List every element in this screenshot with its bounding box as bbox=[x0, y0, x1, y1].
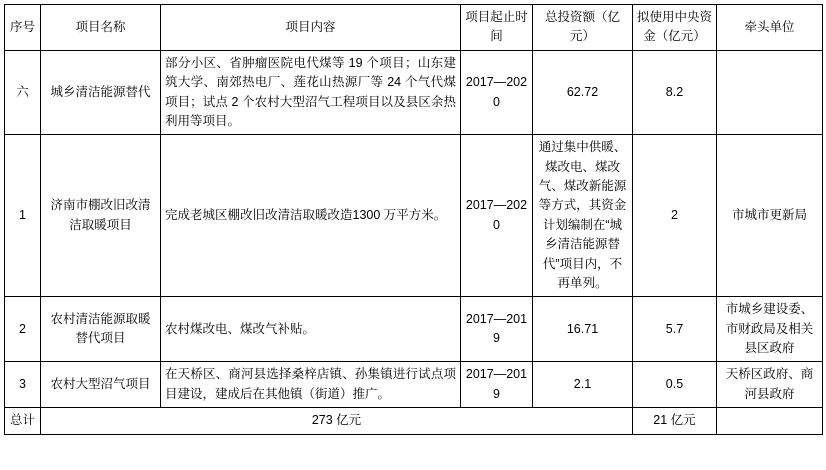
header-project-content: 项目内容 bbox=[161, 5, 461, 51]
cell-project-content: 在天桥区、商河县选择桑梓店镇、孙集镇进行试点项目建设，建成后在其他镇（街道）推广。 bbox=[161, 362, 461, 408]
cell-project-name: 农村清洁能源取暖替代项目 bbox=[41, 297, 161, 362]
table-row bbox=[5, 362, 823, 408]
header-project-name: 项目名称 bbox=[41, 5, 161, 51]
header-lead-unit: 牵头单位 bbox=[717, 5, 823, 51]
cell-project-name: 城乡清洁能源替代 bbox=[41, 50, 161, 135]
cell-lead-unit: 天桥区政府、商河县政府 bbox=[717, 362, 823, 408]
cell-seq: 3 bbox=[5, 362, 41, 408]
table-row bbox=[5, 297, 823, 362]
footer-total-central-fund: 21 亿元 bbox=[633, 408, 717, 434]
cell-lead-unit: 市城市更新局 bbox=[717, 135, 823, 297]
cell-seq: 2 bbox=[5, 297, 41, 362]
header-central-fund: 拟使用中央资金（亿元） bbox=[633, 5, 717, 51]
cell-central-fund: 8.2 bbox=[633, 50, 717, 135]
table-body bbox=[5, 50, 823, 434]
cell-total-investment: 2.1 bbox=[533, 362, 633, 408]
cell-period: 2017—2019 bbox=[461, 297, 533, 362]
cell-period: 2017—2019 bbox=[461, 362, 533, 408]
cell-project-content: 部分小区、省肿瘤医院电代煤等 19 个项目；山东建筑大学、南郊热电厂、莲花山热源厂等 24 个气代煤项目；试点 2 个农村大型沼气工程项目以及县区余热利用等项目。 bbox=[161, 50, 461, 135]
header-seq: 序号 bbox=[5, 5, 41, 51]
cell-total-investment: 16.71 bbox=[533, 297, 633, 362]
cell-central-fund: 2 bbox=[633, 135, 717, 297]
footer-total-investment: 273 亿元 bbox=[41, 408, 633, 434]
cell-lead-unit: 市城乡建设委、市财政局及相关县区政府 bbox=[717, 297, 823, 362]
cell-lead-unit bbox=[717, 50, 823, 135]
cell-central-fund: 5.7 bbox=[633, 297, 717, 362]
table-header-row bbox=[5, 5, 823, 51]
cell-seq: 1 bbox=[5, 135, 41, 297]
cell-project-name: 农村大型沼气项目 bbox=[41, 362, 161, 408]
table-footer-row bbox=[5, 408, 823, 434]
cell-seq: 六 bbox=[5, 50, 41, 135]
cell-period: 2017—2020 bbox=[461, 135, 533, 297]
footer-blank-cell bbox=[717, 408, 823, 434]
cell-project-content: 农村煤改电、煤改气补贴。 bbox=[161, 297, 461, 362]
footer-label: 总计 bbox=[5, 408, 41, 434]
table-row bbox=[5, 50, 823, 135]
cell-central-fund: 0.5 bbox=[633, 362, 717, 408]
cell-period: 2017—2020 bbox=[461, 50, 533, 135]
project-table bbox=[4, 4, 823, 435]
cell-total-investment: 通过集中供暖、煤改电、煤改气、煤改新能源等方式，其资金计划编制在“城乡清洁能源替代”项目内，不再单列。 bbox=[533, 135, 633, 297]
header-period: 项目起止时间 bbox=[461, 5, 533, 51]
header-total-investment: 总投资额（亿元） bbox=[533, 5, 633, 51]
cell-project-name: 济南市棚改旧改清洁取暖项目 bbox=[41, 135, 161, 297]
table-row bbox=[5, 135, 823, 297]
cell-project-content: 完成老城区棚改旧改清洁取暖改造1300 万平方米。 bbox=[161, 135, 461, 297]
table-header bbox=[5, 5, 823, 51]
cell-total-investment: 62.72 bbox=[533, 50, 633, 135]
